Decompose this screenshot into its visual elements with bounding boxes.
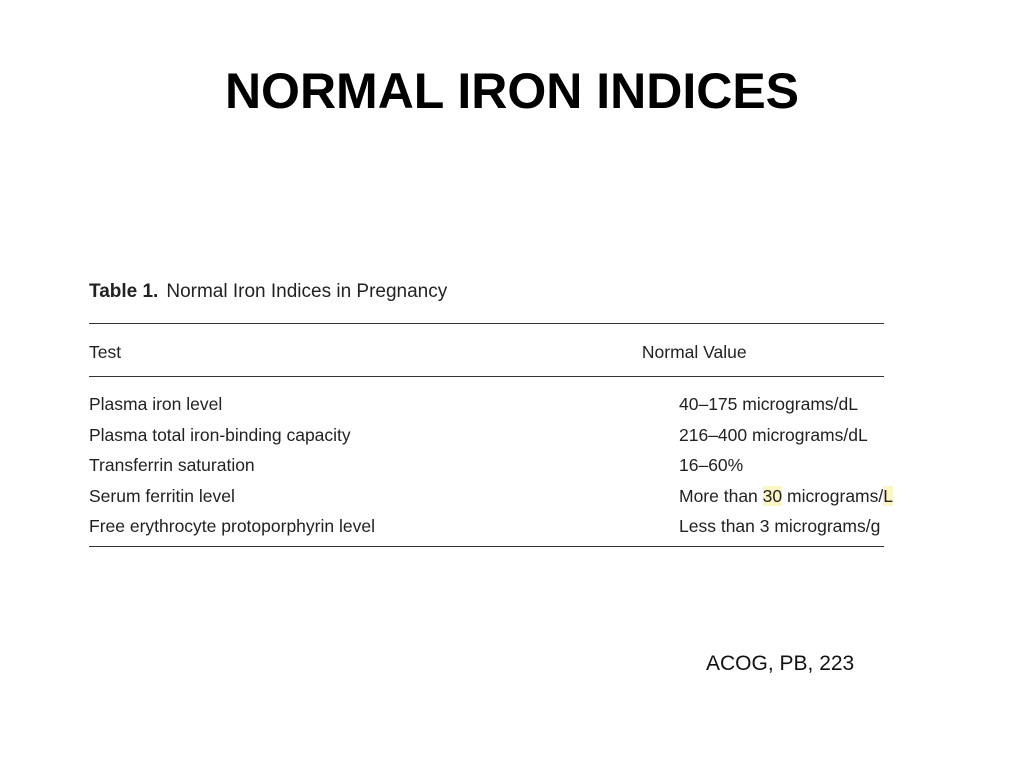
table-row [89, 420, 884, 451]
row-value [679, 481, 893, 512]
table-caption-text: Normal Iron Indices in Pregnancy [166, 281, 448, 302]
table-row [89, 389, 884, 420]
table-body [89, 377, 893, 546]
row-value: Less than 3 micrograms/g [679, 516, 881, 536]
highlighted-number: 30 [762, 485, 783, 506]
row-value: 216–400 micrograms/dL [679, 424, 868, 445]
table-row [89, 450, 884, 481]
header-test: Test [89, 342, 122, 362]
table-caption [89, 278, 884, 308]
highlighted-unit: L [883, 485, 893, 506]
row-test: Plasma iron level [89, 394, 223, 414]
iron-indices-table [89, 278, 893, 547]
table-row [89, 511, 884, 542]
row-value: 40–175 micrograms/dL [679, 394, 858, 414]
table-row [89, 481, 893, 512]
row-test: Transferrin saturation [89, 455, 255, 475]
table-header-row [89, 324, 884, 376]
row-test: Plasma total iron-binding capacity [89, 424, 351, 445]
table-caption-label: Table 1. [89, 281, 159, 302]
slide-title: NORMAL IRON INDICES [224, 63, 800, 119]
row-value-part: More than [679, 485, 763, 506]
row-test: Free erythrocyte protoporphyrin level [89, 516, 375, 536]
table-bottom-rule [89, 546, 884, 547]
row-value-part: micrograms/ [782, 485, 884, 506]
row-test: Serum ferritin level [89, 485, 235, 506]
row-value: 16–60% [679, 455, 744, 475]
source-citation: ACOG, PB, 223 [706, 652, 855, 675]
header-normal-value: Normal Value [641, 342, 747, 362]
